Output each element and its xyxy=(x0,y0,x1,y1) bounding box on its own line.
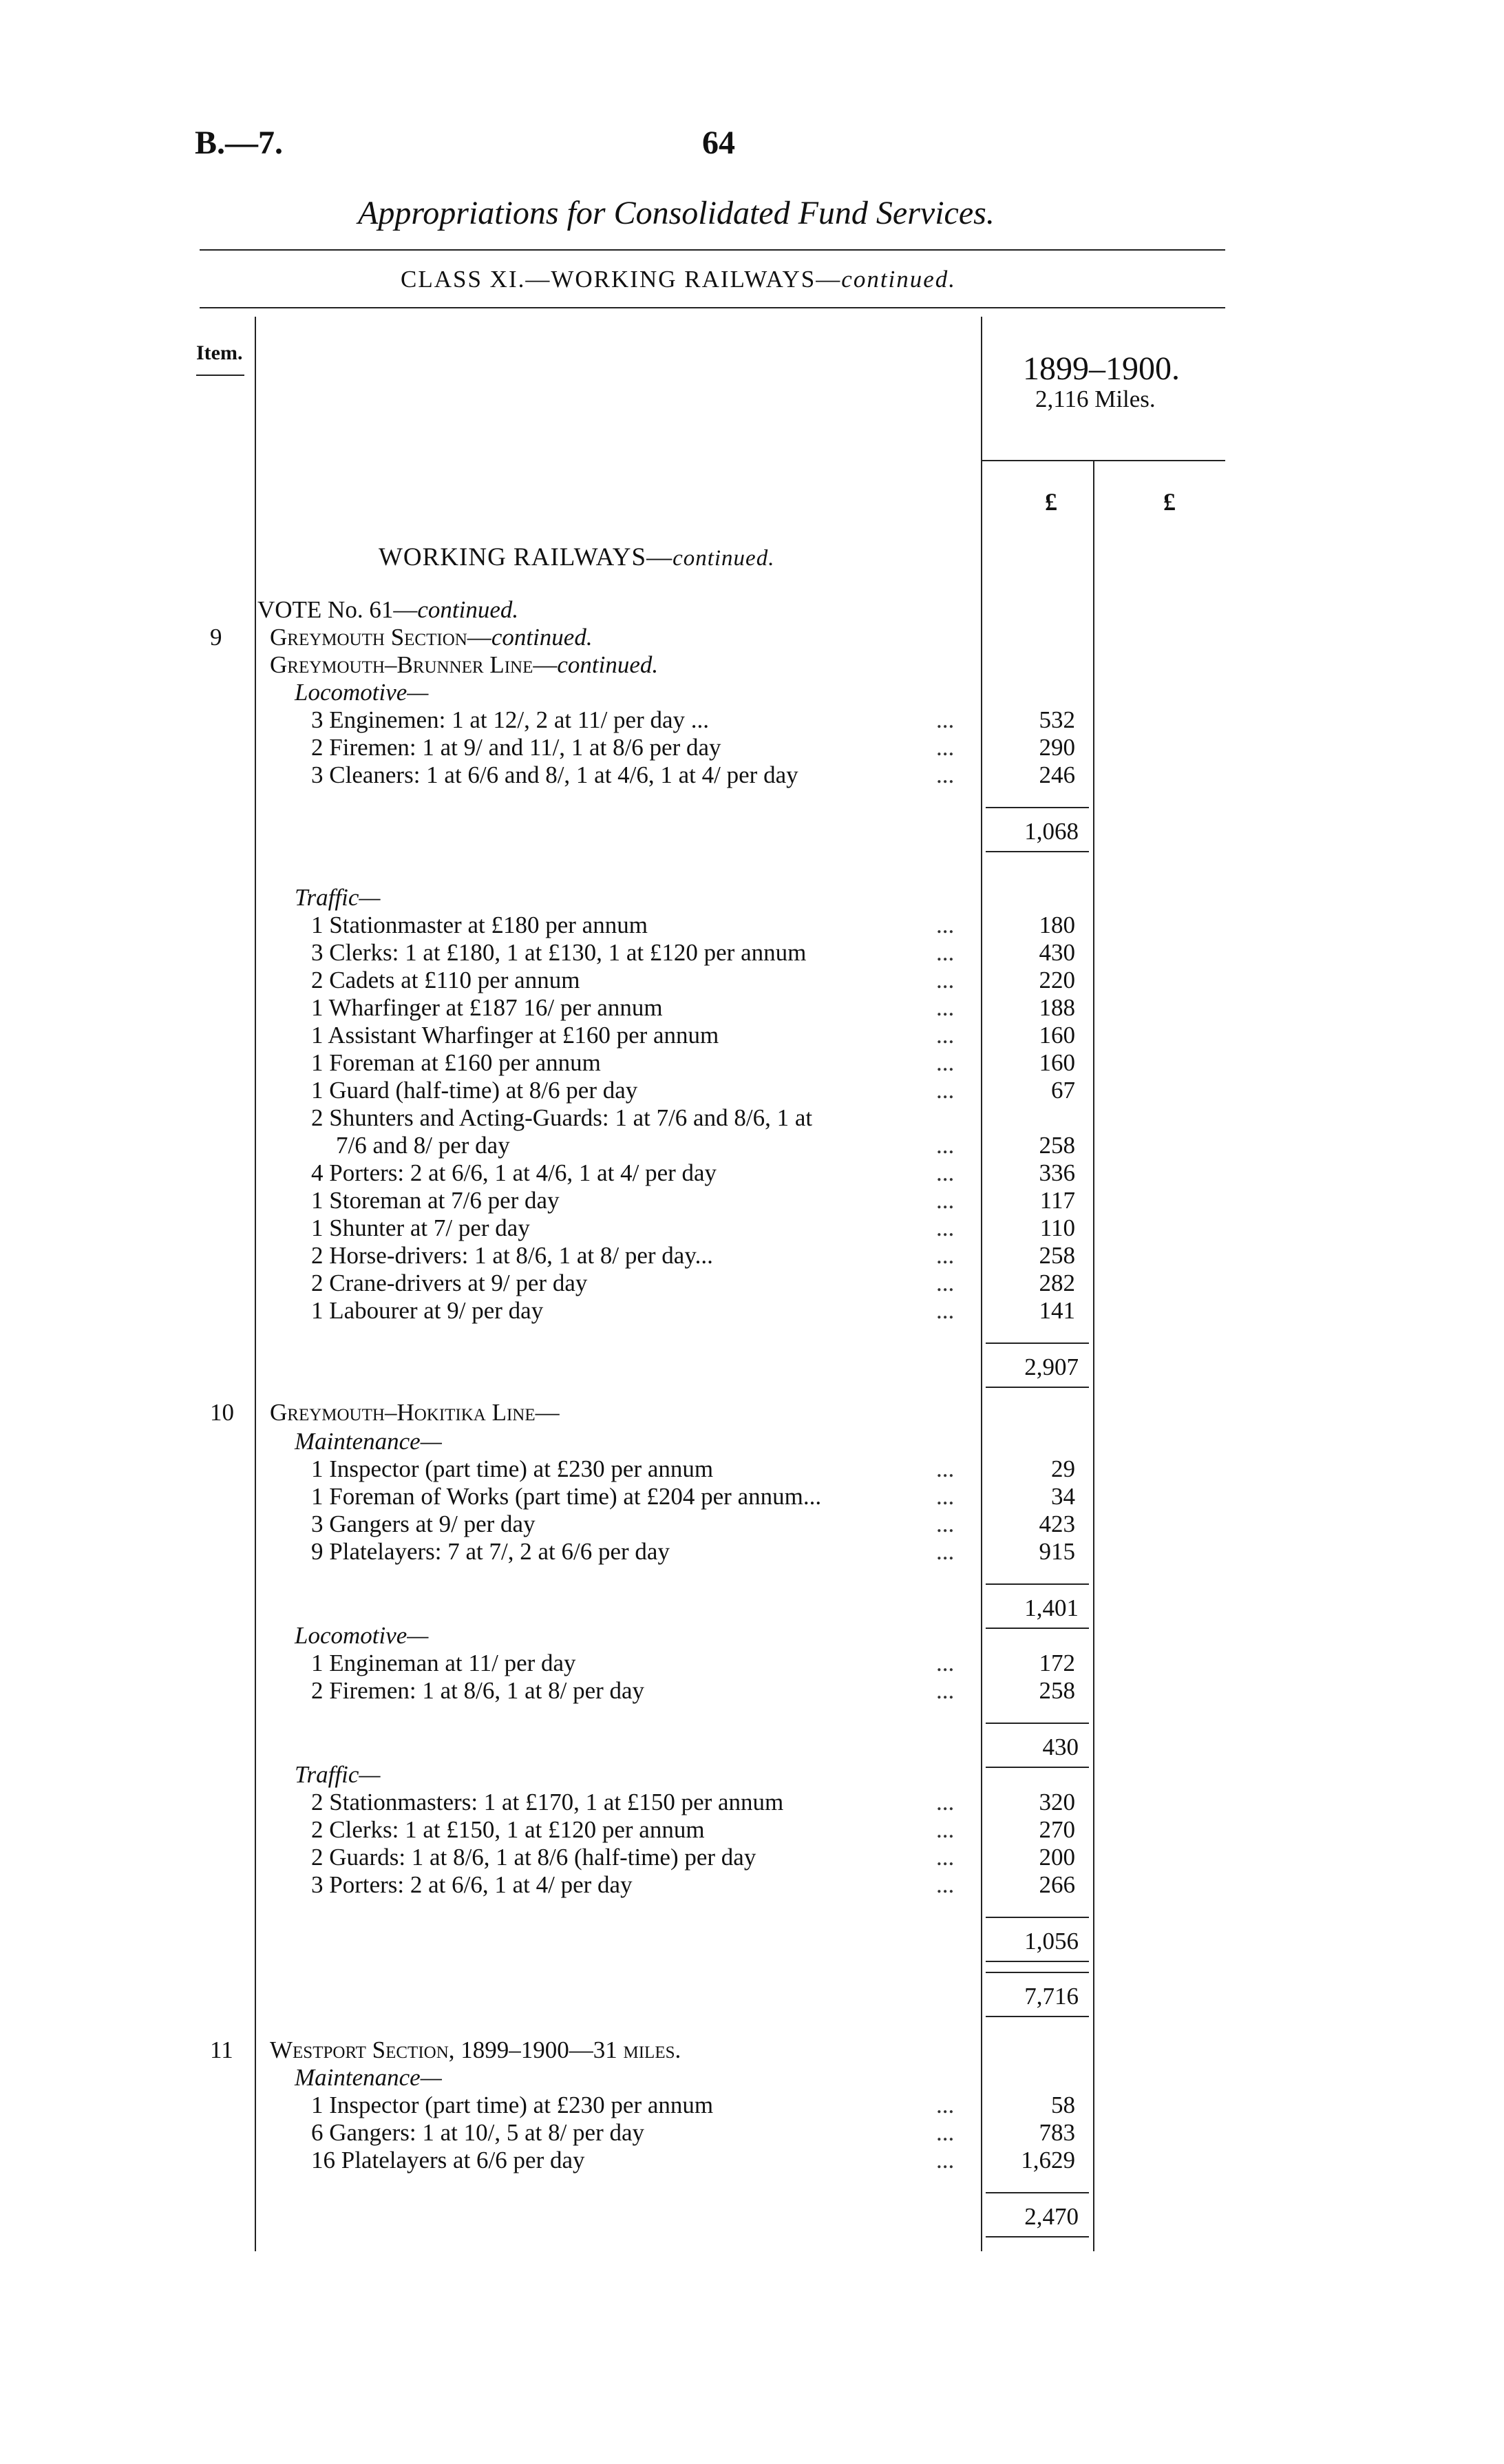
dot-leader: ... xyxy=(936,967,955,993)
line-amount: 430 xyxy=(1039,939,1075,966)
line-amount: 110 xyxy=(1039,1214,1075,1241)
dot-leader: ... xyxy=(936,1077,955,1104)
subtotal-rule-bottom xyxy=(986,2016,1089,2017)
line-amount: 258 xyxy=(1039,1242,1075,1269)
subtotal-rule-bottom xyxy=(986,851,1089,852)
subtotal-rule-bottom xyxy=(986,1628,1089,1629)
subtotal-amount: 2,907 xyxy=(1024,1354,1079,1380)
item-number: 11 xyxy=(210,2036,233,2063)
amount-column-right-rule xyxy=(1093,461,1094,2251)
dot-leader: ... xyxy=(936,1650,955,1676)
line-item: 7/6 and 8/ per day xyxy=(336,1132,510,1159)
line-amount: 180 xyxy=(1039,912,1075,938)
subtotal-rule-bottom xyxy=(986,1767,1089,1768)
dot-leader: ... xyxy=(936,994,955,1021)
section-subheading: Greymouth–Hokitika Line— xyxy=(270,1399,560,1426)
item-column-label: Item. xyxy=(196,341,243,364)
dot-leader: ... xyxy=(936,2147,955,2173)
line-item: 4 Porters: 2 at 6/6, 1 at 4/6, 1 at 4/ per day xyxy=(311,1159,717,1186)
subtotal-rule-top xyxy=(986,1342,1089,1344)
section-subheading: Greymouth–Brunner Line—continued. xyxy=(270,651,659,678)
section-subheading: Greymouth Section—continued. xyxy=(270,624,593,651)
line-item: 2 Firemen: 1 at 8/6, 1 at 8/ per day xyxy=(311,1677,645,1704)
subtotal-amount: 1,401 xyxy=(1024,1594,1079,1621)
subtotal-amount: 1,068 xyxy=(1024,818,1079,845)
line-item: 1 Wharfinger at £187 16/ per annum xyxy=(311,994,663,1021)
line-amount: 270 xyxy=(1039,1816,1075,1843)
line-item: 6 Gangers: 1 at 10/, 5 at 8/ per day xyxy=(311,2119,645,2146)
line-item: 1 Foreman of Works (part time) at £204 per annum... xyxy=(311,1483,822,1510)
line-item: 1 Labourer at 9/ per day xyxy=(311,1297,544,1324)
line-item: 1 Stationmaster at £180 per annum xyxy=(311,912,648,938)
dot-leader: ... xyxy=(936,1455,955,1482)
running-title: Appropriations for Consolidated Fund Services. xyxy=(358,195,995,231)
line-item: 1 Inspector (part time) at £230 per annum xyxy=(311,1455,714,1482)
item-number: 9 xyxy=(210,624,222,651)
line-item: 1 Storeman at 7/6 per day xyxy=(311,1187,560,1214)
year-heading: 1899–1900. xyxy=(1023,350,1180,387)
line-item: 1 Inspector (part time) at £230 per annum xyxy=(311,2092,714,2118)
subtotal-rule-top xyxy=(986,1723,1089,1724)
dot-leader: ... xyxy=(936,1270,955,1296)
line-amount: 58 xyxy=(1051,2092,1075,2118)
dot-leader: ... xyxy=(936,939,955,966)
subtotal-rule-top xyxy=(986,1972,1089,1973)
year-header-rule xyxy=(981,460,1225,461)
subtotal-rule-bottom xyxy=(986,2236,1089,2237)
category-heading: Traffic— xyxy=(295,884,381,911)
line-item: 3 Porters: 2 at 6/6, 1 at 4/ per day xyxy=(311,1871,633,1898)
dot-leader: ... xyxy=(936,1022,955,1049)
line-amount: 246 xyxy=(1039,761,1075,788)
dot-leader: ... xyxy=(936,1242,955,1269)
dot-leader: ... xyxy=(936,1049,955,1076)
category-heading: Maintenance— xyxy=(295,2064,442,2091)
line-amount: 783 xyxy=(1039,2119,1075,2146)
category-heading: Traffic— xyxy=(295,1761,381,1788)
dot-leader: ... xyxy=(936,1816,955,1843)
miles-heading: 2,116 Miles. xyxy=(1035,386,1156,412)
dot-leader: ... xyxy=(936,706,955,733)
line-amount: 290 xyxy=(1039,734,1075,761)
subtotal-rule-top xyxy=(986,807,1089,808)
class-heading: CLASS XI.—WORKING RAILWAYS—continued. xyxy=(401,266,957,293)
line-amount: 1,629 xyxy=(1021,2147,1075,2173)
line-amount: 282 xyxy=(1039,1270,1075,1296)
line-item: 2 Crane-drivers at 9/ per day xyxy=(311,1270,588,1296)
subtotal-rule-bottom xyxy=(986,1387,1089,1388)
line-item: 3 Gangers at 9/ per day xyxy=(311,1510,536,1537)
dot-leader: ... xyxy=(936,912,955,938)
subtotal-amount: 430 xyxy=(1042,1734,1079,1760)
line-amount: 258 xyxy=(1039,1132,1075,1159)
line-item: 1 Guard (half-time) at 8/6 per day xyxy=(311,1077,638,1104)
section-subheading: Westport Section, 1899–1900—31 miles. xyxy=(270,2036,681,2063)
line-item: 1 Foreman at £160 per annum xyxy=(311,1049,601,1076)
subtotal-rule-top xyxy=(986,1583,1089,1585)
page-number: 64 xyxy=(702,125,735,161)
line-item: 2 Shunters and Acting-Guards: 1 at 7/6 and 8/6, 1 at xyxy=(311,1104,813,1131)
line-amount: 258 xyxy=(1039,1677,1075,1704)
line-item: 16 Platelayers at 6/6 per day xyxy=(311,2147,585,2173)
line-amount: 160 xyxy=(1039,1022,1075,1049)
line-item: 2 Firemen: 1 at 9/ and 11/, 1 at 8/6 per day xyxy=(311,734,721,761)
category-heading: Locomotive— xyxy=(295,1622,429,1649)
subtotal-rule-top xyxy=(986,1917,1089,1918)
dot-leader: ... xyxy=(936,1483,955,1510)
dot-leader: ... xyxy=(936,734,955,761)
line-amount: 336 xyxy=(1039,1159,1075,1186)
dot-leader: ... xyxy=(936,1187,955,1214)
subtotal-amount: 1,056 xyxy=(1024,1928,1079,1955)
dot-leader: ... xyxy=(936,2092,955,2118)
line-amount: 141 xyxy=(1039,1297,1075,1324)
line-item: 1 Engineman at 11/ per day xyxy=(311,1650,576,1676)
dot-leader: ... xyxy=(936,761,955,788)
item-column-rule xyxy=(255,317,256,2251)
line-amount: 34 xyxy=(1051,1483,1075,1510)
line-item: 2 Cadets at £110 per annum xyxy=(311,967,580,993)
category-heading: Locomotive— xyxy=(295,679,429,706)
dot-leader: ... xyxy=(936,2119,955,2146)
line-item: 3 Enginemen: 1 at 12/, 2 at 11/ per day ... xyxy=(311,706,710,733)
line-amount: 67 xyxy=(1051,1077,1075,1104)
line-amount: 117 xyxy=(1039,1187,1075,1214)
subtotal-amount: 7,716 xyxy=(1024,1983,1079,2010)
line-item: 3 Cleaners: 1 at 6/6 and 8/, 1 at 4/6, 1 at 4/ per day xyxy=(311,761,798,788)
line-amount: 220 xyxy=(1039,967,1075,993)
dot-leader: ... xyxy=(936,1297,955,1324)
item-number: 10 xyxy=(210,1399,234,1426)
subtotal-rule-bottom xyxy=(986,1961,1089,1962)
line-amount: 915 xyxy=(1039,1538,1075,1565)
dot-leader: ... xyxy=(936,1510,955,1537)
line-amount: 188 xyxy=(1039,994,1075,1021)
line-amount: 532 xyxy=(1039,706,1075,733)
category-heading: Maintenance— xyxy=(295,1428,442,1455)
dot-leader: ... xyxy=(936,1871,955,1898)
line-amount: 266 xyxy=(1039,1871,1075,1898)
document-reference: B.—7. xyxy=(195,125,284,161)
table-top-rule xyxy=(200,307,1225,308)
line-item: 2 Stationmasters: 1 at £170, 1 at £150 per annum xyxy=(311,1789,784,1815)
line-amount: 200 xyxy=(1039,1844,1075,1871)
dot-leader: ... xyxy=(936,1159,955,1186)
pound-sign-column-2: £ xyxy=(1163,488,1176,516)
line-item: 2 Horse-drivers: 1 at 8/6, 1 at 8/ per day... xyxy=(311,1242,713,1269)
subtotal-amount: 2,470 xyxy=(1024,2203,1079,2230)
dot-leader: ... xyxy=(936,1677,955,1704)
pound-sign-column-1: £ xyxy=(1045,488,1057,516)
line-item: 2 Clerks: 1 at £150, 1 at £120 per annum xyxy=(311,1816,705,1843)
item-label-underline xyxy=(196,375,244,376)
dot-leader: ... xyxy=(936,1538,955,1565)
line-amount: 160 xyxy=(1039,1049,1075,1076)
section-heading: WORKING RAILWAYS—continued. xyxy=(379,543,775,571)
line-item: 9 Platelayers: 7 at 7/, 2 at 6/6 per day xyxy=(311,1538,670,1565)
dot-leader: ... xyxy=(936,1132,955,1159)
dot-leader: ... xyxy=(936,1214,955,1241)
line-amount: 172 xyxy=(1039,1650,1075,1676)
line-item: 2 Guards: 1 at 8/6, 1 at 8/6 (half-time) per day xyxy=(311,1844,756,1871)
header-rule xyxy=(200,249,1225,251)
line-amount: 423 xyxy=(1039,1510,1075,1537)
line-item: 1 Shunter at 7/ per day xyxy=(311,1214,530,1241)
dot-leader: ... xyxy=(936,1789,955,1815)
line-item: 3 Clerks: 1 at £180, 1 at £130, 1 at £120 per annum xyxy=(311,939,807,966)
line-amount: 29 xyxy=(1051,1455,1075,1482)
line-item: 1 Assistant Wharfinger at £160 per annum xyxy=(311,1022,719,1049)
line-amount: 320 xyxy=(1039,1789,1075,1815)
vote-heading: VOTE No. 61—continued. xyxy=(257,596,519,623)
subtotal-rule-top xyxy=(986,2192,1089,2193)
dot-leader: ... xyxy=(936,1844,955,1871)
